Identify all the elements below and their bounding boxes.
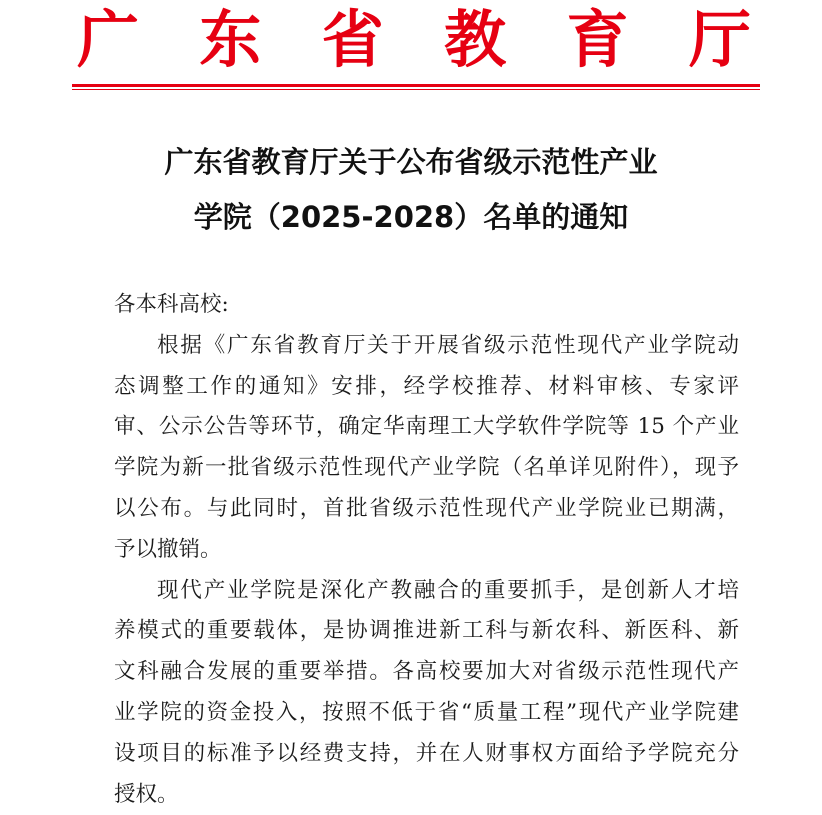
authority-char: 东 <box>199 3 262 76</box>
authority-char: 育 <box>566 3 629 76</box>
authority-char: 广 <box>76 3 139 76</box>
paragraph-announcement <box>114 326 739 571</box>
authority-char: 省 <box>321 3 384 76</box>
authority-char: 教 <box>444 3 507 76</box>
body-line: 业学院的资金投入，按照不低于省“质量工程”现代产业学院建 <box>114 699 739 725</box>
document-body <box>114 285 739 815</box>
body-line: 态调整工作的通知》安排，经学校推荐、材料审核、专家评 <box>114 373 739 399</box>
body-line: 以公布。与此同时，首批省级示范性现代产业学院业已期满， <box>114 495 739 521</box>
body-line: 授权。 <box>114 781 179 807</box>
body-line: 审、公示公告等环节，确定华南理工大学软件学院等 15 个产业 <box>114 414 739 440</box>
authority-char: 厅 <box>688 3 751 76</box>
body-line: 养模式的重要载体，是协调推进新工科与新农科、新医科、新 <box>114 618 739 644</box>
letterhead-rule-thick <box>72 84 760 87</box>
body-line: 文科融合发展的重要举措。各高校要加大对省级示范性现代产 <box>114 659 739 685</box>
body-line: 设项目的标准予以经费支持，并在人财事权方面给予学院充分 <box>114 740 739 766</box>
paragraph-requirements <box>114 571 739 815</box>
issuing-authority-name <box>72 4 756 76</box>
document-title-line-1: 广东省教育厅关于公布省级示范性产业 <box>164 145 658 179</box>
body-line: 学院为新一批省级示范性现代产业学院（名单详见附件），现予 <box>114 455 739 481</box>
body-line: 予以撤销。 <box>114 536 222 562</box>
salutation: 各本科高校: <box>114 292 229 317</box>
document-title-line-2: 学院（2025-2028）名单的通知 <box>193 200 629 234</box>
body-line: 根据《广东省教育厅关于开展省级示范性现代产业学院动 <box>157 332 739 358</box>
body-line: 现代产业学院是深化产教融合的重要抓手，是创新人才培 <box>157 577 739 603</box>
letterhead-rule-thin <box>72 89 760 90</box>
letterhead <box>0 0 822 84</box>
